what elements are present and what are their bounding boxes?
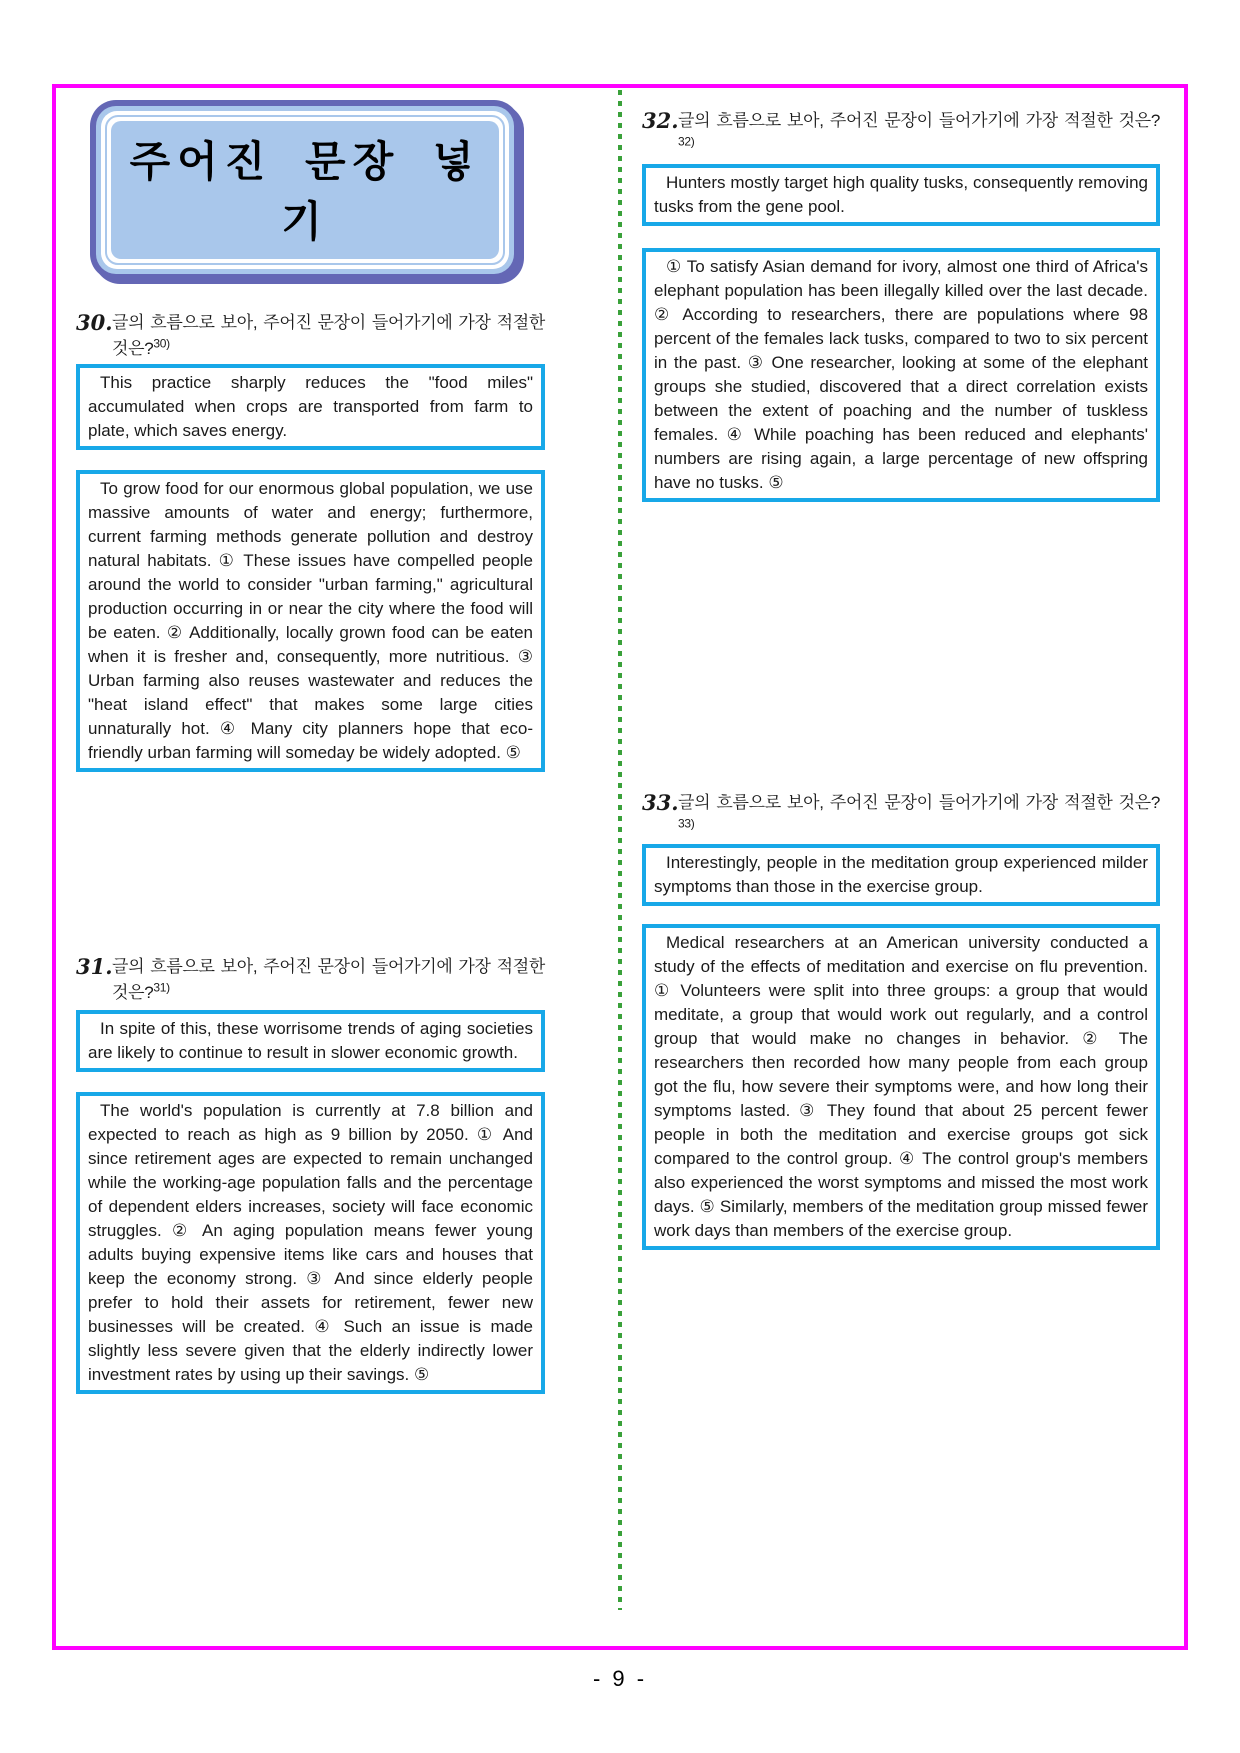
section-title-plaque <box>90 100 520 280</box>
question-prompt <box>678 790 1160 842</box>
question-prompt-text: 글의 흐름으로 보아, 주어진 문장이 들어가기에 가장 적절한 것은? <box>112 957 545 1002</box>
question-number: 32. <box>642 108 679 133</box>
question-prompt <box>678 108 1160 160</box>
page-number: - 9 - <box>592 1666 648 1691</box>
passage-text: ① To satisfy Asian demand for ivory, almost one third of Africa's elephant population has been illegally killed over the last decade. ② According to researchers, there are populations where 98 percent of the females lack tusks, compared to two to six percent in the past. ③ One researcher, looking at some of the elephant groups she studied, discovered that a direct correlation exists between the extent of poaching and the number of tuskless females. ④ While poaching has been reduced and elephants' numbers are rising again, a large percentage of new offspring have no tusks. ⑤ <box>654 257 1148 492</box>
given-sentence-box <box>642 164 1160 226</box>
question-number: 33. <box>642 790 679 815</box>
question-31-header <box>76 954 545 1006</box>
question-32-header <box>642 108 1160 160</box>
question-number: 30. <box>76 310 113 335</box>
question-33 <box>642 790 1160 1250</box>
given-sentence-box <box>642 844 1160 906</box>
section-title: 주어진 문장 넣기 <box>129 138 481 245</box>
question-prompt-text: 글의 흐름으로 보아, 주어진 문장이 들어가기에 가장 적절한 것은? <box>678 111 1160 130</box>
column-divider <box>618 90 622 1610</box>
question-30-header <box>76 310 545 362</box>
passage-box <box>642 248 1160 502</box>
passage-box <box>76 470 545 772</box>
question-30 <box>76 310 545 772</box>
footnote-marker: 32) <box>678 134 695 149</box>
given-sentence-text: This practice sharply reduces the "food miles" accumulated when crops are transported from farm to plate, which saves energy. <box>88 373 533 440</box>
question-prompt-text: 글의 흐름으로 보아, 주어진 문장이 들어가기에 가장 적절한 것은? <box>678 793 1160 812</box>
passage-text: The world's population is currently at 7.8 billion and expected to reach as high as 9 billion by 2050. ① And since retirement ages are expected to remain unchanged while the working-age population falls and the percentage of dependent elders increases, society will face economic struggles. ② An aging population means fewer young adults buying expensive items like cars and houses that keep the economy strong. ③ And since elderly people prefer to hold their assets for retirement, fewer new businesses will be created. ④ Such an issue is made slightly less severe given that the elderly indirectly lower investment rates by using up their savings. ⑤ <box>88 1101 533 1384</box>
given-sentence-text: Interestingly, people in the meditation group experienced milder symptoms than those in the exercise group. <box>654 853 1148 896</box>
footnote-marker: 31) <box>153 980 170 995</box>
question-prompt <box>112 954 545 1006</box>
question-prompt <box>112 310 545 362</box>
given-sentence-text: In spite of this, these worrisome trends of aging societies are likely to continue to result in slower economic growth. <box>88 1019 533 1062</box>
footnote-marker: 30) <box>153 336 170 351</box>
passage-box <box>642 924 1160 1250</box>
passage-text: Medical researchers at an American university conducted a study of the effects of meditation and exercise on flu prevention. ① Volunteers were split into three groups: a group that would meditate, a group that would work out regularly, and a control group that would make no changes in behavior. ② The researchers then recorded how many people from each group got the flu, how severe their symptoms were, and how long their symptoms lasted. ③ They found that about 25 percent fewer people in both the meditation and exercise groups got sick compared to the control group. ④ The control group's members also experienced the worst symptoms and missed the most work days. ⑤ Similarly, members of the meditation group missed fewer work days than members of the exercise group. <box>654 933 1148 1240</box>
question-31 <box>76 954 545 1394</box>
given-sentence-box <box>76 364 545 450</box>
given-sentence-box <box>76 1010 545 1072</box>
question-32 <box>642 108 1160 502</box>
question-33-header <box>642 790 1160 842</box>
left-column <box>76 100 545 1394</box>
question-number: 31. <box>76 954 113 979</box>
footnote-marker: 33) <box>678 816 695 831</box>
question-prompt-text: 글의 흐름으로 보아, 주어진 문장이 들어가기에 가장 적절한 것은? <box>112 313 545 358</box>
given-sentence-text: Hunters mostly target high quality tusks, consequently removing tusks from the gene pool. <box>654 173 1148 216</box>
passage-text: To grow food for our enormous global population, we use massive amounts of water and energy; furthermore, current farming methods generate pollution and destroy natural habitats. ① These issues have compelled people around the world to consider "urban farming," agricultural production occurring in or near the city where the food will be eaten. ② Additionally, locally grown food can be eaten when it is fresher and, consequently, more nutritious. ③ Urban farming also reuses wastewater and reduces the "heat island effect" that makes some large cities unnaturally hot. ④ Many city planners hope that eco-friendly urban farming will someday be widely adopted. ⑤ <box>88 479 533 762</box>
passage-box <box>76 1092 545 1394</box>
right-column <box>642 108 1160 1250</box>
